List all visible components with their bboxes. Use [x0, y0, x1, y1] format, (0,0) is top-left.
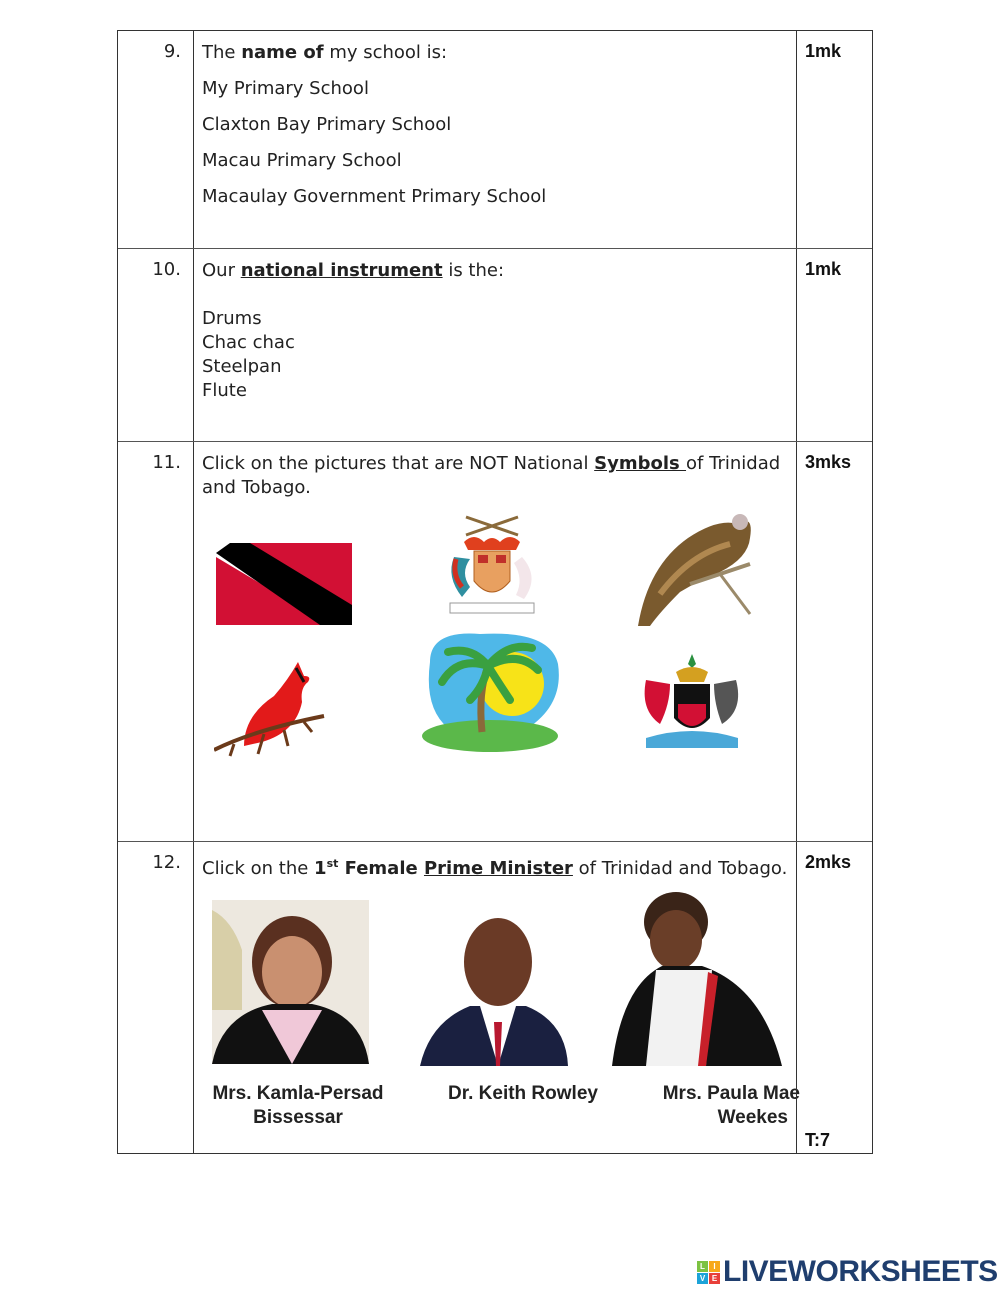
answer-option[interactable]: Chac chac [202, 332, 295, 353]
answer-option[interactable]: Flute [202, 380, 247, 401]
answer-option[interactable]: Macau Primary School [202, 150, 402, 171]
tt-flag-image[interactable] [216, 543, 352, 625]
marks-cell [796, 842, 872, 1153]
logo-icon: L I V E [697, 1261, 720, 1284]
barbados-coat-of-arms-image[interactable] [436, 507, 548, 619]
palm-tree-island-image[interactable] [420, 632, 560, 752]
question-prompt: Click on the 1st Female Prime Minister of Trinidad and Tobago. [202, 857, 788, 879]
portrait-paula-mae-weekes[interactable] [612, 888, 782, 1066]
question-prompt: The name of my school is: [202, 42, 448, 63]
question-number: 9. [118, 31, 194, 248]
cocrico-bird-image[interactable] [630, 504, 766, 628]
question-10-row [118, 248, 872, 441]
question-12-row [118, 841, 872, 1153]
marks-label: 1mk [796, 249, 872, 441]
person-name-kamla: Mrs. Kamla-Persad Bissessar [212, 1083, 384, 1128]
answer-option[interactable]: Macaulay Government Primary School [202, 186, 547, 207]
total-marks: T:7 [805, 1130, 831, 1150]
question-12-content [202, 852, 788, 881]
marks-label: 2mks [805, 852, 852, 872]
red-cardinal-image[interactable] [214, 658, 330, 758]
answer-option[interactable]: Steelpan [202, 356, 282, 377]
question-10-content [202, 259, 788, 403]
question-number: 11. [118, 442, 194, 841]
question-prompt: Click on the pictures that are NOT National Symbols of Trinidad and Tobago. [202, 453, 781, 498]
worksheet-table [117, 30, 873, 1154]
tt-coat-of-arms-image[interactable] [636, 650, 748, 754]
liveworksheets-logo [697, 1255, 998, 1289]
question-11-row [118, 441, 872, 841]
marks-label: 3mks [796, 442, 872, 841]
answer-option[interactable]: My Primary School [202, 78, 369, 99]
question-9-row [118, 31, 872, 248]
question-number: 10. [118, 249, 194, 441]
question-9-content [202, 41, 788, 209]
question-prompt: Our national instrument is the: [202, 260, 505, 281]
question-number: 12. [118, 842, 194, 1153]
portrait-keith-rowley[interactable] [420, 902, 568, 1066]
question-11-content [202, 452, 788, 500]
person-name-weekes: Mrs. Paula Mae Weekes [662, 1083, 800, 1128]
person-name-rowley: Dr. Keith Rowley [448, 1083, 598, 1104]
answer-option[interactable]: Claxton Bay Primary School [202, 114, 452, 135]
logo-text: LIVEWORKSHEETS [723, 1255, 998, 1288]
portrait-kamla-persad-bissessar[interactable] [212, 900, 369, 1064]
marks-label: 1mk [796, 31, 872, 248]
answer-option[interactable]: Drums [202, 308, 262, 329]
